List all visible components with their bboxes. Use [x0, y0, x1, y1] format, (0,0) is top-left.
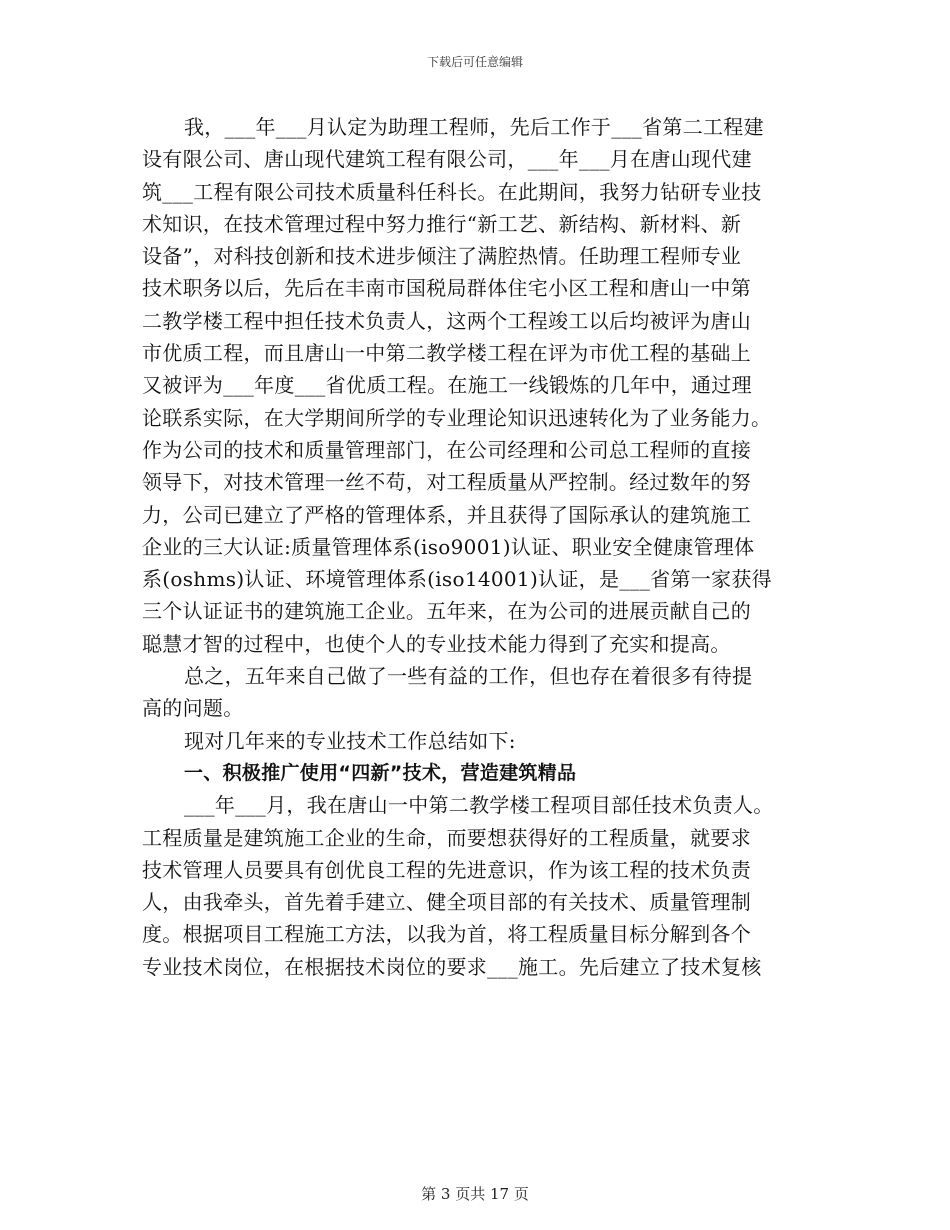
text-line: 工程质量是建筑施工企业的生命，而要想获得好的工程质量，就要求: [142, 825, 751, 850]
text-line: 领导下，对技术管理一丝不苟，对工程质量从严控制。经过数年的努: [142, 470, 751, 495]
text-line: 技术职务以后，先后在丰南市国税局群体住宅小区工程和唐山一中第: [142, 276, 751, 301]
text-line: 术知识，在技术管理过程中努力推行“新工艺、新结构、新材料、新: [142, 211, 742, 236]
text-line: 我，___年___月认定为助理工程师，先后工作于___省第二工程建: [184, 115, 764, 139]
text-line: 二教学楼工程中担任技术负责人，这两个工程竣工以后均被评为唐山: [142, 308, 751, 333]
text-line: 设有限公司、唐山现代建筑工程有限公司，___年___月在唐山现代建: [142, 147, 752, 172]
text-line: 技术管理人员要具有创优良工程的先进意识，作为该工程的技术负责: [142, 857, 751, 882]
text-line: 现对几年来的专业技术工作总结如下:: [184, 728, 516, 753]
text-line: 企业的三大认证:质量管理体系(iso9001)认证、职业安全健康管理体: [142, 534, 755, 559]
page-header: 下载后可任意编辑: [426, 55, 523, 69]
text-line: 市优质工程，而且唐山一中第二教学楼工程在评为市优工程的基础上: [142, 341, 751, 366]
text-line: 三个认证证书的建筑施工企业。五年来，在为公司的进展贡献自己的: [142, 599, 751, 624]
text-line: 总之，五年来自己做了一些有益的工作，但也存在着很多有待提: [184, 664, 753, 689]
text-line: 力，公司已建立了严格的管理体系，并且获得了国际承认的建筑施工: [142, 502, 751, 527]
section-heading: 一、积极推广使用“四新”技术，营造建筑精品: [184, 761, 577, 784]
page-footer: 第 3 页共 17 页: [421, 1185, 529, 1203]
text-line: ___年___月，我在唐山一中第二教学楼工程项目部任技术负责人。: [184, 793, 774, 818]
text-line: 又被评为___年度___省优质工程。在施工一线锻炼的几年中，通过理: [142, 373, 752, 398]
text-line: 高的问题。: [142, 696, 244, 721]
text-line: 人，由我牵头，首先着手建立、健全项目部的有关技术、质量管理制: [142, 890, 751, 915]
text-line: 聪慧才智的过程中，也使个人的专业技术能力得到了充实和提高。: [142, 631, 731, 656]
text-line: 系(oshms)认证、环境管理体系(iso14001)认证，是___省第一家获得: [142, 567, 772, 592]
text-line: 筑___工程有限公司技术质量科任科长。在此期间，我努力钻研专业技: [142, 179, 762, 204]
text-line: 论联系实际，在大学期间所学的专业理论知识迅速转化为了业务能力。: [142, 405, 772, 430]
text-line: 作为公司的技术和质量管理部门，在公司经理和公司总工程师的直接: [142, 437, 751, 462]
text-line: 专业技术岗位，在根据技术岗位的要求___施工。先后建立了技术复核: [142, 954, 762, 979]
document-body: [142, 111, 810, 983]
text-line: 设备”，对科技创新和技术进步倾注了满腔热情。任助理工程师专业: [142, 244, 742, 269]
text-line: 度。根据项目工程施工方法，以我为首，将工程质量目标分解到各个: [142, 922, 751, 947]
